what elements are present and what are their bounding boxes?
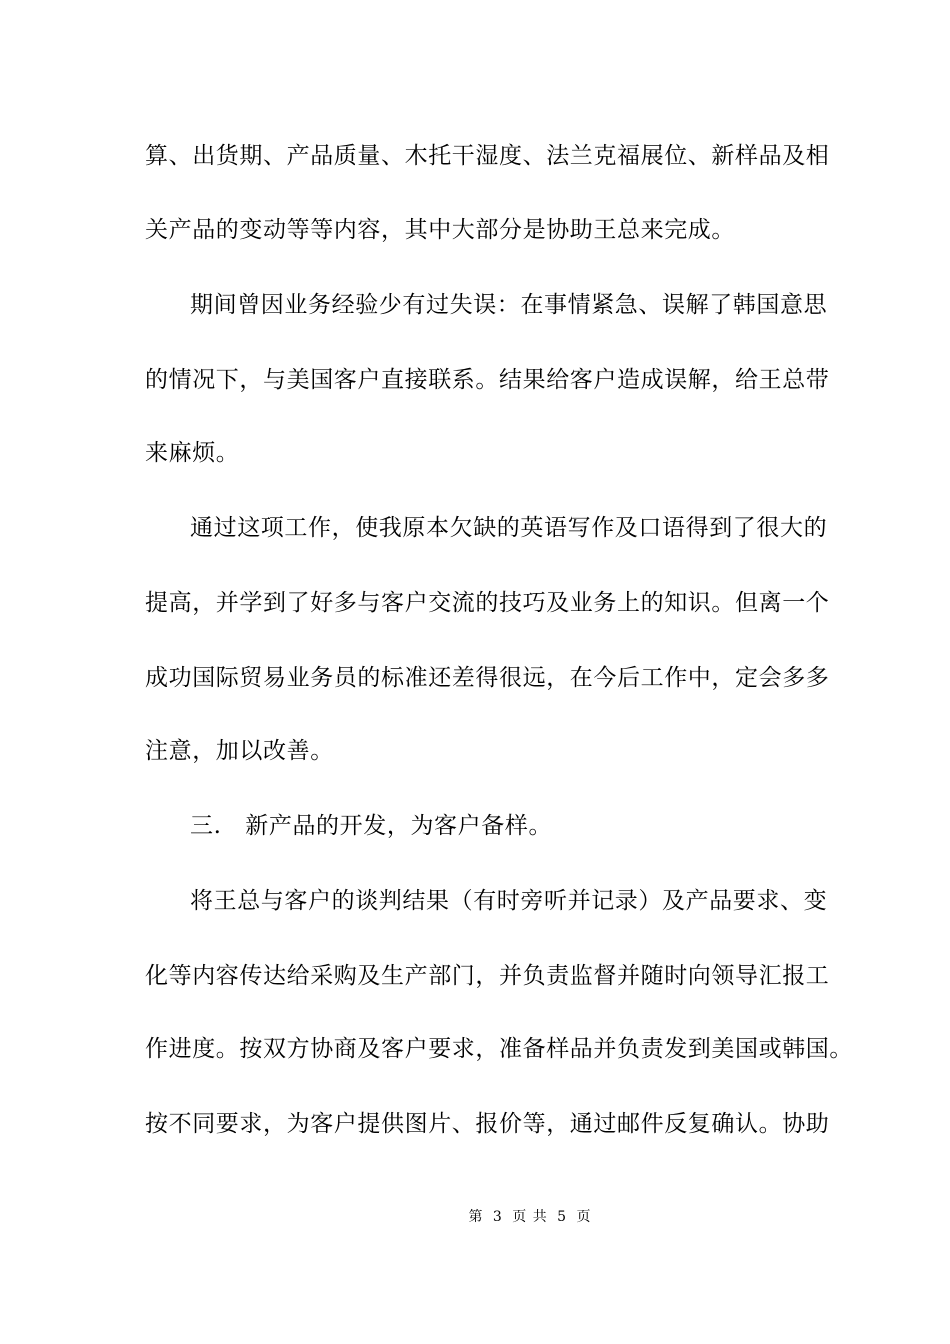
footer-current-page: 3	[492, 1209, 503, 1225]
footer-total-pages: 5	[557, 1209, 568, 1225]
text-line: 成功国际贸易业务员的标准还差得很远，在今后工作中，定会多多	[145, 665, 830, 691]
paragraph-start-line: 将王总与客户的谈判结果（有时旁听并记录）及产品要求、变	[190, 888, 828, 914]
text-line: 算、出货期、产品质量、木托干湿度、法兰克福展位、新样品及相	[145, 143, 830, 169]
page-footer	[0, 1208, 950, 1226]
footer-middle: 页 共	[512, 1209, 548, 1225]
text-line: 的情况下，与美国客户直接联系。结果给客户造成误解，给王总带	[145, 367, 830, 393]
paragraph-start-line: 期间曾因业务经验少有过失误：在事情紧急、误解了韩国意思	[190, 292, 828, 318]
footer-suffix: 页	[576, 1209, 592, 1225]
text-line: 提高，并学到了好多与客户交流的技巧及业务上的知识。但离一个	[145, 590, 830, 616]
text-line: 注意，加以改善。	[145, 738, 334, 764]
text-line: 关产品的变动等等内容，其中大部分是协助王总来完成。	[145, 217, 735, 243]
section-heading: 三. 新产品的开发，为客户备样。	[190, 813, 553, 839]
footer-prefix: 第	[468, 1209, 484, 1225]
text-line: 化等内容传达给采购及生产部门，并负责监督并随时向领导汇报工	[145, 963, 830, 989]
text-line: 按不同要求，为客户提供图片、报价等，通过邮件反复确认。协助	[145, 1111, 830, 1137]
paragraph-start-line: 通过这项工作，使我原本欠缺的英语写作及口语得到了很大的	[190, 515, 828, 541]
text-line: 来麻烦。	[145, 440, 240, 466]
text-line: 作进度。按双方协商及客户要求，准备样品并负责发到美国或韩国。	[145, 1036, 853, 1062]
